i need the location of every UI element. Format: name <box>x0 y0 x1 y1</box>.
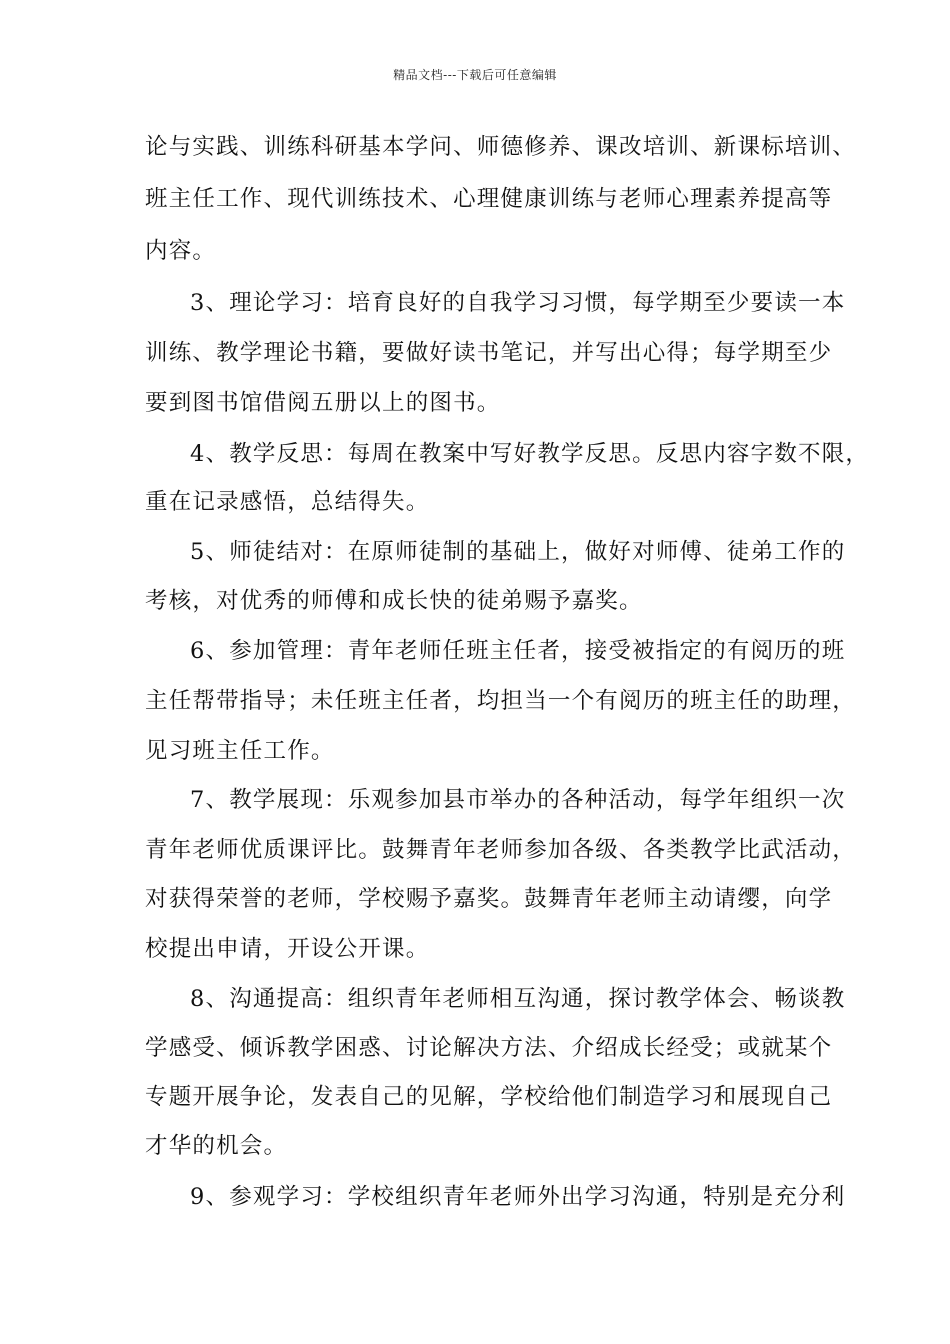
text-line: 见习班主任工作。 <box>145 738 335 764</box>
text-line: 班主任工作、现代训练技术、心理健康训练与老师心理素养提高等 <box>145 186 833 212</box>
page-header: 精品文档---下载后可任意编辑 <box>393 68 557 82</box>
paragraph-start-line: 5、师徒结对：在原师徒制的基础上，做好对师傅、徒弟工作的 <box>190 539 846 565</box>
text-line: 论与实践、训练科研基本学问、师德修养、课改培训、新课标培训、 <box>145 134 857 160</box>
text-line: 内容。 <box>145 238 217 264</box>
paragraph-start-line: 7、教学展现：乐观参加县市举办的各种活动，每学年组织一次 <box>190 787 846 813</box>
text-line: 校提出申请，开设公开课。 <box>145 936 430 962</box>
paragraph-start-line: 9、参观学习：学校组织青年老师外出学习沟通，特别是充分利 <box>190 1184 846 1210</box>
paragraph-start-line: 3、理论学习：培育良好的自我学习习惯，每学期至少要读一本 <box>190 290 846 316</box>
text-line: 要到图书馆借阅五册以上的图书。 <box>145 390 501 416</box>
text-line: 重在记录感悟，总结得失。 <box>145 489 430 515</box>
text-line: 训练、教学理论书籍，要做好读书笔记，并写出心得；每学期至少 <box>145 340 833 366</box>
paragraph-start-line: 8、沟通提高：组织青年老师相互沟通，探讨教学体会、畅谈教 <box>190 986 846 1012</box>
text-line: 主任帮带指导；未任班主任者，均担当一个有阅历的班主任的助理， <box>145 688 857 714</box>
text-line: 专题开展争论，发表自己的见解，学校给他们制造学习和展现自己 <box>145 1084 833 1110</box>
text-line: 青年老师优质课评比。鼓舞青年老师参加各级、各类教学比武活动， <box>145 837 857 863</box>
text-line: 对获得荣誉的老师，学校赐予嘉奖。鼓舞青年老师主动请缨，向学 <box>145 886 833 912</box>
paragraph-start-line: 6、参加管理：青年老师任班主任者，接受被指定的有阅历的班 <box>190 638 846 664</box>
text-line: 学感受、倾诉教学困惑、讨论解决方法、介绍成长经受；或就某个 <box>145 1035 833 1061</box>
text-line: 才华的机会。 <box>145 1133 288 1159</box>
paragraph-start-line: 4、教学反思：每周在教案中写好教学反思。反思内容字数不限， <box>190 441 870 467</box>
text-line: 考核，对优秀的师傅和成长快的徒弟赐予嘉奖。 <box>145 588 643 614</box>
